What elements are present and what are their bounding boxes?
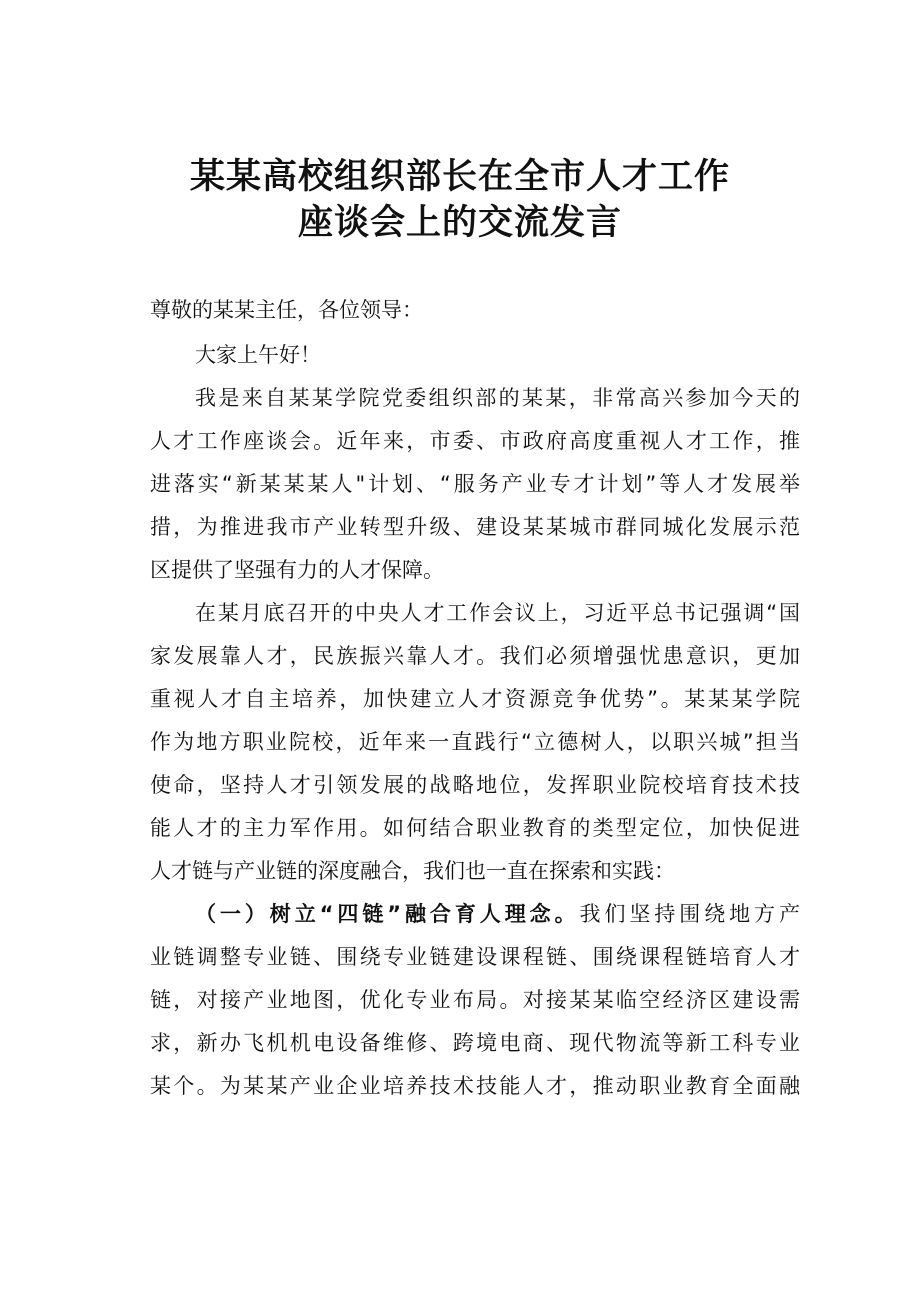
- paragraph-2-line: 家发展靠人才，民族振兴靠人才。我们必须增强忧患意识，更加: [150, 644, 800, 668]
- salutation: 尊敬的某某主任，各位领导：: [150, 298, 423, 322]
- document-title-line-2: 座谈会上的交流发言: [297, 202, 622, 243]
- paragraph-1-line: 我是来自某某学院党委组织部的某某，非常高兴参加今天的: [195, 386, 800, 410]
- paragraph-1-line: 人才工作座谈会。近年来，市委、市政府高度重视人才工作，推: [150, 429, 800, 453]
- paragraph-2-line: 使命，坚持人才引领发展的战略地位，发挥职业院校培育技术技: [150, 773, 800, 797]
- paragraph-1-line: 进落实“新某某某人"计划、“服务产业专才计划”等人才发展举: [150, 472, 800, 496]
- paragraph-3-line: 业链调整专业链、围绕专业链建设课程链、围绕课程链培育人才: [150, 945, 800, 969]
- paragraph-3-first-line: [195, 899, 800, 929]
- paragraph-3-line: 某个。为某某产业企业培养技术技能人才，推动职业教育全面融: [150, 1074, 800, 1098]
- paragraph-2-line: 在某月底召开的中央人才工作会议上，习近平总书记强调“国: [195, 601, 800, 625]
- paragraph-2-line: 人才链与产业链的深度融合，我们也一直在探索和实践：: [150, 859, 675, 883]
- paragraph-3-line: 求，新办飞机机电设备维修、跨境电商、现代物流等新工科专业: [150, 1031, 800, 1055]
- paragraph-2-line: 能人才的主力军作用。如何结合职业教育的类型定位，加快促进: [150, 816, 800, 840]
- section-heading: （一）树立“四链”融合育人理念。: [195, 902, 580, 926]
- paragraph-1-line: 措，为推进我市产业转型升级、建设某某城市群同城化发展示范: [150, 515, 800, 539]
- document-title-line-1: 某某高校组织部长在全市人才工作: [189, 156, 730, 197]
- paragraph-2-line: 重视人才自主培养，加快建立人才资源竞争优势”。某某某学院: [150, 687, 800, 711]
- paragraph-3-line: 链，对接产业地图，优化专业布局。对接某某临空经济区建设需: [150, 988, 800, 1012]
- paragraph-2-line: 作为地方职业院校，近年来一直践行“立德树人，以职兴城”担当: [150, 730, 800, 754]
- paragraph-3-first-line-text: 我们坚持围绕地方产: [579, 902, 800, 926]
- greeting: 大家上午好！: [195, 343, 321, 367]
- paragraph-1-line: 区提供了坚强有力的人才保障。: [150, 558, 444, 582]
